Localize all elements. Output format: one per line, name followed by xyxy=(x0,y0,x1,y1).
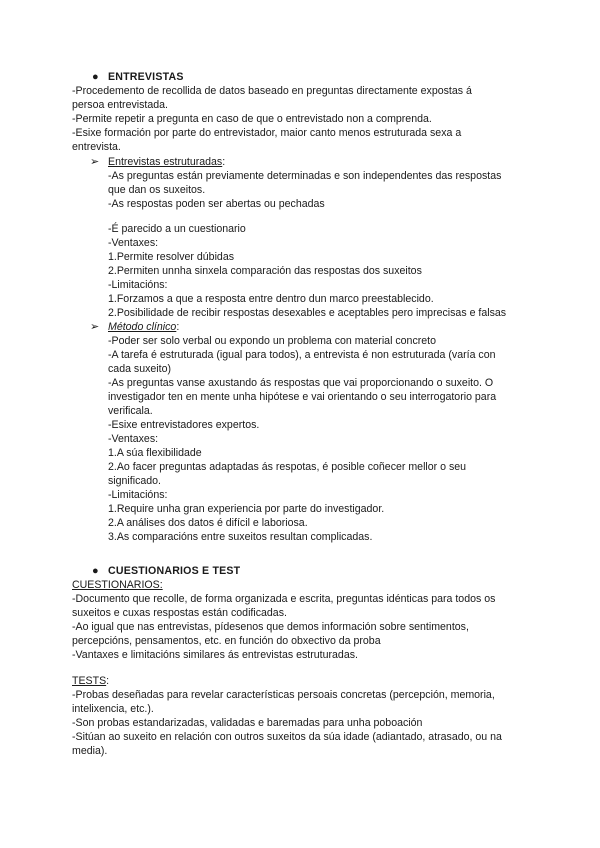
paragraph-line: -Sitúan ao suxeito en relación con outros suxeitos da súa idade (adiantado, atrasado, ou na xyxy=(72,731,502,743)
paragraph-line: -A tarefa é estruturada (igual para todos), a entrevista é non estruturada (varía con xyxy=(108,349,496,361)
subheading-metodo-clinico: Método clínico: xyxy=(108,321,180,333)
paragraph-line: cada suxeito) xyxy=(108,363,172,375)
paragraph-line: -Documento que recolle, de forma organizada e escrita, preguntas idénticas para todos os xyxy=(72,593,496,605)
paragraph-line: -Son probas estandarizadas, validadas e baremadas para unha poboación xyxy=(72,717,423,729)
paragraph-line: media). xyxy=(72,745,108,757)
section-heading-entrevistas: ENTREVISTAS xyxy=(108,71,184,83)
subheading-entrevistas-estruturadas: Entrevistas estruturadas: xyxy=(108,156,226,168)
paragraph-line: -Vantaxes e limitacións similares ás entrevistas estruturadas. xyxy=(72,649,358,661)
subheading-cuestionarios: CUESTIONARIOS: xyxy=(72,579,163,591)
paragraph-line: 1.Require unha gran experiencia por parte do investigador. xyxy=(108,503,385,515)
paragraph-line: percepcións, pensamentos, etc. en función do obxectivo da proba xyxy=(72,635,381,647)
paragraph-line: intelixencia, etc.). xyxy=(72,703,154,715)
paragraph-line: verificala. xyxy=(108,405,153,417)
paragraph-line: que dan os suxeitos. xyxy=(108,184,206,196)
paragraph-line: -As respostas poden ser abertas ou pechadas xyxy=(108,198,325,210)
paragraph-line: investigador ten en mente unha hipótese e vai orientando o seu interrogatorio para xyxy=(108,391,497,403)
paragraph-line: 1.A súa flexibilidade xyxy=(108,447,202,459)
paragraph-line: -Procedemento de recollida de datos baseado en preguntas directamente expostas á xyxy=(72,85,472,97)
subheading-tests: TESTS: xyxy=(72,675,110,687)
section-heading-cuestionarios-e-test: CUESTIONARIOS E TEST xyxy=(108,565,241,577)
bullet-icon: ● xyxy=(92,565,99,577)
paragraph-line: 2.Permiten unnha sinxela comparación das respostas dos suxeitos xyxy=(108,265,422,277)
paragraph-line: -Limitacións: xyxy=(108,489,168,501)
paragraph-line: entrevista. xyxy=(72,141,121,153)
paragraph-line: -Limitacións: xyxy=(108,279,168,291)
paragraph-line: 2.Posibilidade de recibir respostas desexables e aceptables pero imprecisas e falsas xyxy=(108,307,507,319)
paragraph-line: 3.As comparacións entre suxeitos resultan complicadas. xyxy=(108,531,373,543)
bullet-icon: ● xyxy=(92,71,99,83)
paragraph-line: -Ventaxes: xyxy=(108,237,159,249)
paragraph-line: -Ao igual que nas entrevistas, pídesenos que demos información sobre sentimentos, xyxy=(72,621,469,633)
paragraph-line: -Poder ser solo verbal ou expondo un problema con material concreto xyxy=(108,335,437,347)
paragraph-line: 1.Permite resolver dúbidas xyxy=(108,251,235,263)
paragraph-line: -Esixe formación por parte do entrevistador, maior canto menos estruturada sexa a xyxy=(72,127,462,139)
paragraph-line: 2.Ao facer preguntas adaptadas ás respotas, é posible coñecer mellor o seu xyxy=(108,461,467,473)
paragraph-line: -Permite repetir a pregunta en caso de que o entrevistado non a comprenda. xyxy=(72,113,432,125)
paragraph-line: -É parecido a un cuestionario xyxy=(108,223,246,235)
paragraph-line: -Esixe entrevistadores expertos. xyxy=(108,419,260,431)
paragraph-line: persoa entrevistada. xyxy=(72,99,168,111)
paragraph-line: -Ventaxes: xyxy=(108,433,159,445)
arrow-bullet-icon: ➢ xyxy=(90,321,100,333)
paragraph-line: -As preguntas están previamente determinadas e son independentes das respostas xyxy=(108,170,502,182)
paragraph-line: significado. xyxy=(108,475,161,487)
paragraph-line: -Probas deseñadas para revelar características persoais concretas (percepción, memoria, xyxy=(72,689,495,701)
arrow-bullet-icon: ➢ xyxy=(90,156,100,168)
paragraph-line: -As preguntas vanse axustando ás respostas que vai proporcionando o suxeito. O xyxy=(108,377,494,389)
paragraph-line: suxeitos e cuxas respostas están codificadas. xyxy=(72,607,287,619)
paragraph-line: 2.A análises dos datos é difícil e laboriosa. xyxy=(108,517,308,529)
paragraph-line: 1.Forzamos a que a resposta entre dentro dun marco preestablecido. xyxy=(108,293,434,305)
